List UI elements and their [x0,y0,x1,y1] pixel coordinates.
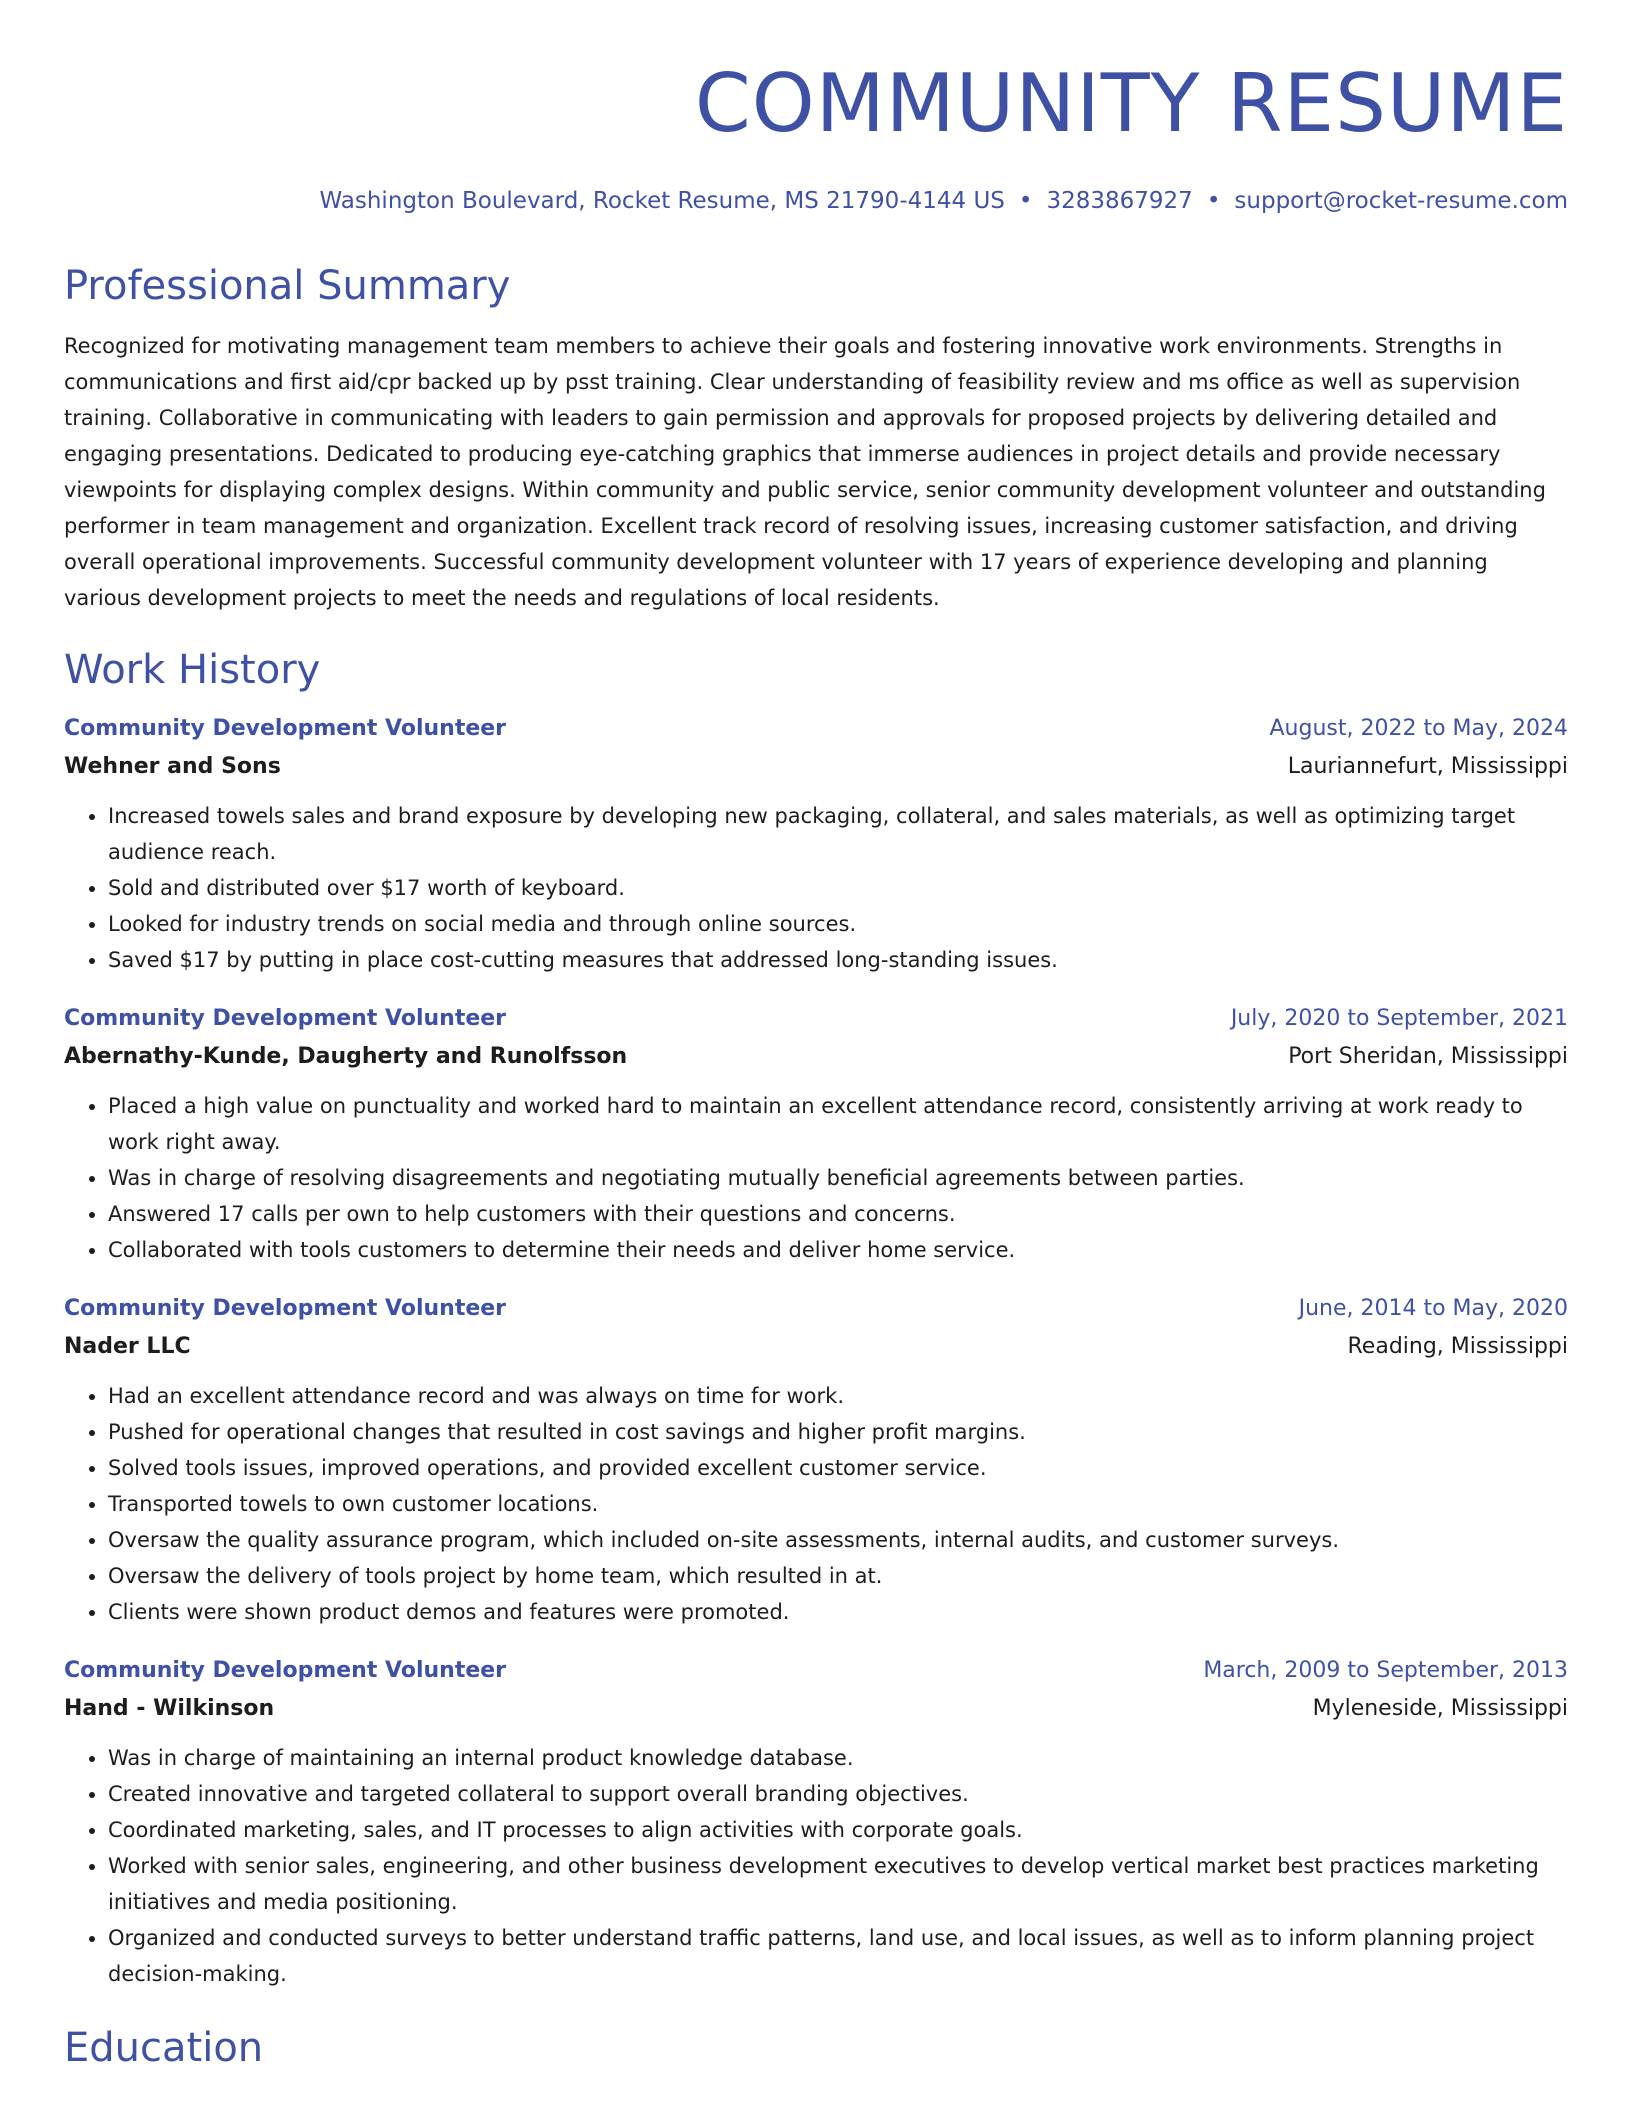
education-heading: Education [64,2025,264,2071]
job-title-row [64,1290,1568,1328]
job-company-row [64,1038,1568,1076]
job-bullet: • Oversaw the quality assurance program, which included on-site assessments, internal audits, and customer surveys. [108,1522,1568,1558]
job-bullet: • Coordinated marketing, sales, and IT processes to align activities with corporate goals. [108,1812,1568,1848]
job-dates: August, 2022 to May, 2024 [1269,716,1568,741]
job-bullet: • Created innovative and targeted collateral to support overall branding objectives. [108,1776,1568,1812]
job-bullet-list [64,1740,1568,1992]
job-bullet: • Oversaw the delivery of tools project by home team, which resulted in at. [108,1558,1568,1594]
job-location: Reading, Mississippi [1347,1334,1568,1359]
work-history-heading: Work History [64,647,321,693]
contact-separator: • [1018,188,1033,214]
job-company: Hand - Wilkinson [64,1696,275,1721]
job-title-row [64,710,1568,748]
job-bullet: • Increased towels sales and brand exposure by developing new packaging, collateral, and sales materials, as well as optimizing target audience reach. [108,798,1568,870]
contact-phone: 3283867927 [1046,188,1193,214]
job-entry [64,1290,1568,1630]
job-title-row [64,1652,1568,1690]
job-dates: July, 2020 to September, 2021 [1230,1006,1568,1031]
job-location: Myleneside, Mississippi [1312,1696,1568,1721]
resume-page [64,0,1568,2074]
job-bullet: • Answered 17 calls per own to help customers with their questions and concerns. [108,1196,1568,1232]
job-bullet: • Solved tools issues, improved operations, and provided excellent customer service. [108,1450,1568,1486]
job-dates: March, 2009 to September, 2013 [1203,1658,1568,1683]
job-bullet-list [64,798,1568,978]
contact-address: Washington Boulevard, Rocket Resume, MS 21790-4144 US [319,188,1005,214]
job-bullet-list [64,1088,1568,1268]
job-company-row [64,1690,1568,1728]
work-history-list [64,710,1568,1992]
contact-separator: • [1206,188,1221,214]
job-dates: June, 2014 to May, 2020 [1298,1296,1568,1321]
job-location: Lauriannefurt, Mississippi [1287,754,1568,779]
job-bullet: • Collaborated with tools customers to determine their needs and deliver home service. [108,1232,1568,1268]
job-bullet: • Saved $17 by putting in place cost-cutting measures that addressed long-standing issues. [108,942,1568,978]
job-company-row [64,748,1568,786]
job-entry [64,1000,1568,1268]
job-bullet: • Sold and distributed over $17 worth of keyboard. [108,870,1568,906]
contact-line [64,186,1568,216]
job-company-row [64,1328,1568,1366]
job-company: Nader LLC [64,1334,191,1359]
job-bullet: • Was in charge of maintaining an internal product knowledge database. [108,1740,1568,1776]
job-title: Community Development Volunteer [64,716,507,741]
job-entry [64,1652,1568,1992]
job-bullet: • Pushed for operational changes that resulted in cost savings and higher profit margins. [108,1414,1568,1450]
job-title: Community Development Volunteer [64,1006,507,1031]
job-company: Wehner and Sons [64,754,281,779]
job-title: Community Development Volunteer [64,1658,507,1683]
job-bullet: • Worked with senior sales, engineering, and other business development executives to develop vertical market best practices marketing initiatives and media positioning. [108,1848,1568,1920]
job-title-row [64,1000,1568,1038]
contact-email: support@rocket-resume.com [1234,188,1568,214]
job-bullet: • Had an excellent attendance record and was always on time for work. [108,1378,1568,1414]
job-location: Port Sheridan, Mississippi [1288,1044,1568,1069]
summary-text: Recognized for motivating management team members to achieve their goals and fostering innovative work environments. Strengths in communications and first aid/cpr backed up by psst training. Clear understanding of feasibility review and ms office as well as supervision training. Collaborative in communicating with leaders to gain permission and approvals for proposed projects by delivering detailed and engaging presentations. Dedicated to producing eye-catching graphics that immerse audiences in project details and provide necessary viewpoints for displaying complex designs. Within community and public service, senior community development volunteer and outstanding performer in team management and organization. Excellent track record of resolving issues, increasing customer satisfaction, and driving overall operational improvements. Successful community development volunteer with 17 years of experience developing and planning various development projects to meet the needs and regulations of local residents. [64,334,1546,610]
job-bullet: • Clients were shown product demos and features were promoted. [108,1594,1568,1630]
job-bullet: • Transported towels to own customer locations. [108,1486,1568,1522]
job-title: Community Development Volunteer [64,1296,507,1321]
job-bullet: • Was in charge of resolving disagreements and negotiating mutually beneficial agreements between parties. [108,1160,1568,1196]
job-entry [64,710,1568,978]
job-bullet-list [64,1378,1568,1630]
job-bullet: • Looked for industry trends on social media and through online sources. [108,906,1568,942]
job-company: Abernathy-Kunde, Daugherty and Runolfsson [64,1044,628,1069]
job-bullet: • Organized and conducted surveys to better understand traffic patterns, land use, and local issues, as well as to inform planning project decision-making. [108,1920,1568,1992]
job-bullet: • Placed a high value on punctuality and worked hard to maintain an excellent attendance record, consistently arriving at work ready to work right away. [108,1088,1568,1160]
resume-name: COMMUNITY RESUME [694,57,1568,150]
summary-heading: Professional Summary [64,263,511,309]
